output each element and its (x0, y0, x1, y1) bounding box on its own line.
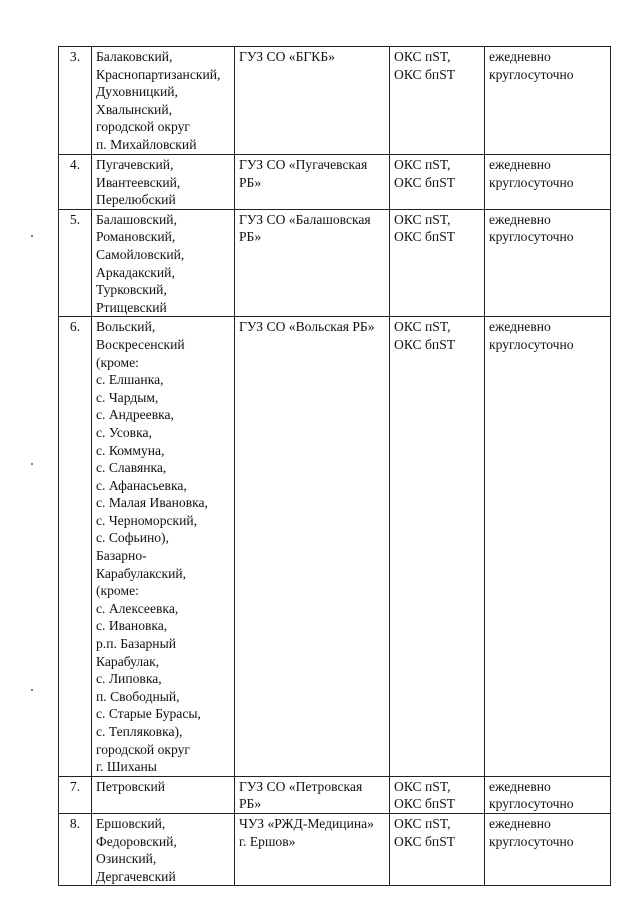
district-line: Самойловский, (96, 246, 185, 262)
schedule-line: круглосуточно (489, 796, 574, 812)
hospital-line: ГУЗ СО «Петровская (239, 778, 363, 794)
schedule-line: круглосуточно (489, 66, 574, 82)
schedule-line: круглосуточно (489, 174, 574, 190)
schedule-line: круглосуточно (489, 336, 574, 352)
district-line: Ртищевский (96, 299, 167, 315)
acs-type-cell (390, 776, 485, 813)
acs-type-line: ОКС пST, (394, 49, 451, 64)
district-line: п. Свободный, (96, 688, 180, 704)
schedule-cell (485, 47, 611, 155)
district-line: Балашовский, (96, 211, 177, 227)
district-line: с. Черноморский, (96, 512, 198, 528)
district-line: с. Алексеевка, (96, 600, 179, 616)
hospital-line: РБ» (239, 229, 262, 245)
schedule-cell (485, 155, 611, 210)
routing-table (58, 46, 611, 886)
hospital-line: РБ» (239, 796, 262, 812)
table-body (59, 47, 611, 886)
district-line: городской округ (96, 119, 190, 135)
district-line: Аркадакский, (96, 264, 175, 280)
table-row (59, 813, 611, 885)
district-line: г. Шиханы (96, 759, 157, 775)
hospital-name (239, 778, 387, 813)
district-line: (кроме: (96, 583, 139, 599)
hospital-cell (235, 47, 390, 155)
district-line: с. Елшанка, (96, 372, 164, 388)
schedule-line: ежедневно (489, 815, 551, 831)
acs-type-line: ОКС бпST (394, 174, 456, 190)
district-list (96, 156, 232, 209)
acs-type-line: ОКС пST, (394, 319, 451, 335)
schedule-cell (485, 209, 611, 317)
district-line: с. Липовка, (96, 671, 162, 687)
acs-type-line: ОКС бпST (394, 833, 456, 849)
hospital-name (239, 815, 387, 850)
district-line: Турковский, (96, 282, 167, 298)
schedule-line: ежедневно (489, 211, 551, 227)
acs-type-cell (390, 47, 485, 155)
table-row (59, 47, 611, 155)
acs-type-line: ОКС пST, (394, 815, 451, 831)
hospital-name (239, 318, 387, 336)
district-line: Ивантеевский, (96, 174, 181, 190)
schedule-text (489, 318, 608, 353)
district-cell (92, 776, 235, 813)
row-number-cell: 8. (59, 813, 92, 885)
hospital-cell (235, 813, 390, 885)
acs-type-cell (390, 317, 485, 776)
hospital-line: РБ» (239, 174, 262, 190)
district-line: с. Старые Бурасы, (96, 706, 201, 722)
district-line: с. Тепляковка), (96, 724, 183, 739)
hospital-line: ГУЗ СО «Пугачевская (239, 157, 368, 172)
district-list (96, 778, 232, 796)
district-cell (92, 47, 235, 155)
district-line: Пугачевский, (96, 157, 174, 172)
acs-type-line: ОКС бпST (394, 229, 456, 245)
district-line: с. Коммуна, (96, 442, 165, 458)
hospital-name (239, 48, 387, 66)
district-list (96, 815, 232, 885)
schedule-line: ежедневно (489, 319, 551, 335)
district-line: Федоровский, (96, 833, 177, 849)
hospital-cell (235, 317, 390, 776)
district-line: с. Чардым, (96, 389, 159, 405)
schedule-line: ежедневно (489, 778, 551, 794)
row-number-cell: 4. (59, 155, 92, 210)
acs-type-cell (390, 813, 485, 885)
district-line: с. Усовка, (96, 424, 152, 440)
hospital-name (239, 211, 387, 246)
district-cell (92, 155, 235, 210)
acs-type-list (394, 211, 482, 246)
district-line: Хвалынский, (96, 101, 172, 117)
acs-type-line: ОКС бпST (394, 336, 456, 352)
district-list (96, 318, 232, 775)
district-line: Базарно- (96, 548, 147, 564)
row-number-cell: 5. (59, 209, 92, 317)
district-line: (кроме: (96, 354, 139, 370)
table-row (59, 776, 611, 813)
hospital-cell (235, 776, 390, 813)
district-list (96, 48, 232, 154)
row-number-cell: 6. (59, 317, 92, 776)
district-line: п. Михайловский (96, 136, 197, 152)
acs-type-line: ОКС пST, (394, 157, 451, 172)
district-line: Петровский (96, 778, 166, 794)
district-line: Дергачевский (96, 868, 176, 884)
district-cell (92, 813, 235, 885)
district-line: Перелюбский (96, 192, 176, 208)
district-line: Карабулак, (96, 653, 160, 669)
district-line: Ершовский, (96, 815, 166, 831)
district-line: с. Софьино), (96, 530, 169, 546)
table-row (59, 155, 611, 210)
district-line: р.п. Базарный (96, 636, 176, 652)
schedule-text (489, 211, 608, 246)
district-line: Вольский, (96, 319, 156, 335)
district-line: Озинский, (96, 851, 157, 867)
district-list (96, 211, 232, 317)
schedule-text (489, 815, 608, 850)
schedule-line: ежедневно (489, 49, 551, 64)
hospital-line: г. Ершов» (239, 833, 296, 849)
hospital-line: ЧУЗ «РЖД-Медицина» (239, 815, 374, 831)
district-cell (92, 209, 235, 317)
schedule-text (489, 48, 608, 83)
scan-speck (31, 689, 33, 691)
district-line: с. Андреевка, (96, 407, 174, 423)
acs-type-list (394, 778, 482, 813)
district-line: Духовницкий, (96, 84, 178, 100)
acs-type-list (394, 318, 482, 353)
acs-type-line: ОКС бпST (394, 66, 456, 82)
hospital-name (239, 156, 387, 191)
hospital-line: ГУЗ СО «БГКБ» (239, 49, 335, 64)
row-number-cell: 7. (59, 776, 92, 813)
district-line: с. Славянка, (96, 460, 167, 476)
district-line: с. Малая Ивановка, (96, 495, 208, 511)
schedule-text (489, 778, 608, 813)
row-number-cell: 3. (59, 47, 92, 155)
schedule-line: ежедневно (489, 157, 551, 172)
acs-type-line: ОКС бпST (394, 796, 456, 812)
table-row (59, 209, 611, 317)
acs-type-line: ОКС пST, (394, 211, 451, 227)
hospital-line: ГУЗ СО «Вольская РБ» (239, 319, 375, 335)
district-cell (92, 317, 235, 776)
schedule-cell (485, 813, 611, 885)
schedule-cell (485, 776, 611, 813)
district-line: городской округ (96, 741, 190, 757)
acs-type-cell (390, 155, 485, 210)
scan-speck (31, 463, 33, 465)
district-line: с. Афанасьевка, (96, 477, 187, 493)
schedule-line: круглосуточно (489, 229, 574, 245)
schedule-text (489, 156, 608, 191)
hospital-cell (235, 209, 390, 317)
acs-type-list (394, 815, 482, 850)
district-line: с. Ивановка, (96, 618, 168, 634)
acs-type-cell (390, 209, 485, 317)
table-row (59, 317, 611, 776)
schedule-line: круглосуточно (489, 833, 574, 849)
district-line: Воскресенский (96, 336, 185, 352)
district-line: Краснопартизанский, (96, 66, 221, 82)
acs-type-list (394, 48, 482, 83)
district-line: Карабулакский, (96, 565, 187, 581)
scan-speck (31, 235, 33, 237)
acs-type-line: ОКС пST, (394, 778, 451, 794)
hospital-cell (235, 155, 390, 210)
acs-type-list (394, 156, 482, 191)
schedule-cell (485, 317, 611, 776)
district-line: Романовский, (96, 229, 176, 245)
district-line: Балаковский, (96, 49, 173, 64)
hospital-line: ГУЗ СО «Балашовская (239, 211, 371, 227)
